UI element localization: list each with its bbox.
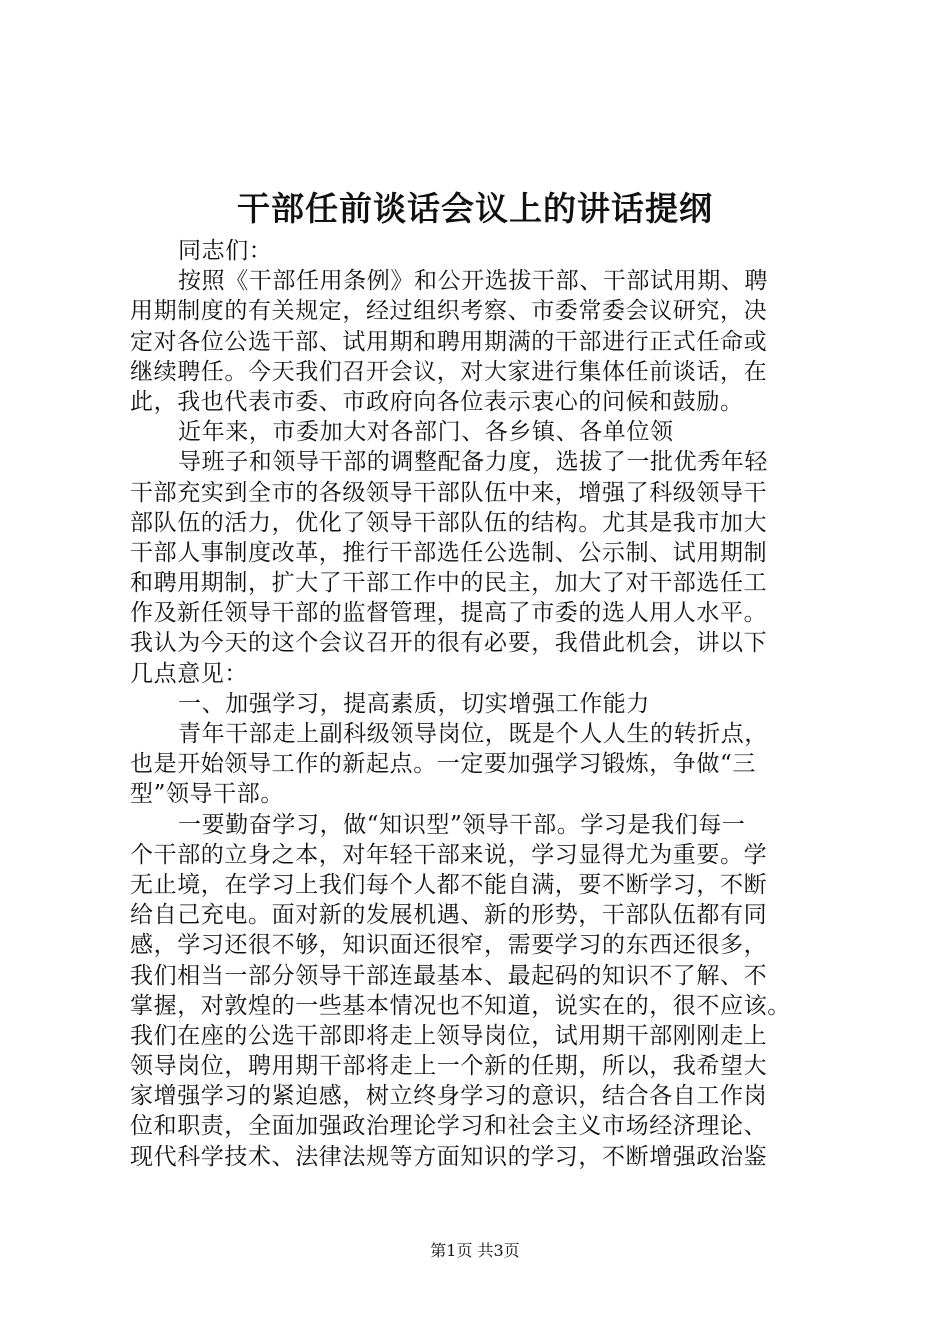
text-line: 用期制度的有关规定，经过组织考察、市委常委会议研究，决 [130,298,768,325]
text-line: 按照《干部任用条例》和公开选拔干部、干部试用期、聘 [178,268,768,295]
text-line: 家增强学习的紧迫感，树立终身学习的意识，结合各自工作岗 [130,1083,768,1110]
text-line: 同志们： [178,238,273,264]
text-line: 导班子和领导干部的调整配备力度，选拔了一批优秀年轻 [178,449,768,476]
text-line: 一、加强学习，提高素质，切实增强工作能力 [178,690,650,717]
text-line: 我们在座的公选干部即将走上领导岗位，试用期干部刚刚走上 [130,1022,768,1049]
text-line: 给自己充电。面对新的发展机遇、新的形势，干部队伍都有同 [130,902,768,929]
text-line: 位和职责，全面加强政治理论学习和社会主义市场经济理论、 [130,1113,768,1140]
text-line: 我们相当一部分领导干部连最基本、最起码的知识不了解、不 [130,962,768,989]
text-line: 无止境，在学习上我们每个人都不能自满，要不断学习，不断 [130,871,768,898]
text-line: 定对各位公选干部、试用期和聘用期满的干部进行正式任命或 [130,328,768,355]
text-line: 和聘用期制，扩大了干部工作中的民主，加大了对干部选任工 [130,570,768,597]
text-line: 干部充实到全市的各级领导干部队伍中来，增强了科级领导干 [130,479,768,506]
text-line: 几点意见： [130,660,248,687]
text-line: 青年干部走上副科级领导岗位，既是个人人生的转折点， [178,721,768,747]
text-line: 我认为今天的这个会议召开的很有必要，我借此机会，讲以下 [130,630,768,657]
text-line: 感，学习还很不够，知识面还很窄，需要学习的东西还很多， [130,932,768,959]
text-line: 干部人事制度改革，推行干部选任公选制、公示制、试用期制 [130,539,768,566]
text-line: 作及新任领导干部的监督管理，提高了市委的选人用人水平。 [130,600,768,627]
text-line: 个干部的立身之本，对年轻干部来说，学习显得尤为重要。学 [130,841,768,868]
page-footer: 第1页 共3页 [430,1241,520,1260]
document-body [130,236,870,1172]
text-line: 近年来，市委加大对各部门、各乡镇、各单位领 [178,419,674,446]
text-line: 也是开始领导工作的新起点。一定要加强学习锻炼，争做“三 [130,751,756,778]
text-line: 掌握，对敦煌的一些基本情况也不知道，说实在的，很不应该。 [130,992,791,1019]
text-line: 一要勤奋学习，做“知识型”领导干部。学习是我们每一 [178,811,746,838]
text-line: 继续聘任。今天我们召开会议，对大家进行集体任前谈话，在 [130,358,768,385]
text-line: 型”领导干部。 [130,781,284,808]
text-line: 此，我也代表市委、市政府向各位表示衷心的问候和鼓励。 [130,388,744,415]
text-line: 领导岗位，聘用期干部将走上一个新的任期，所以，我希望大 [130,1053,768,1080]
text-line: 现代科学技术、法律法规等方面知识的学习，不断增强政治鉴 [130,1143,768,1170]
document-title: 干部任前谈话会议上的讲话提纲 [237,189,713,228]
text-line: 部队伍的活力，优化了领导干部队伍的结构。尤其是我市加大 [130,509,768,536]
